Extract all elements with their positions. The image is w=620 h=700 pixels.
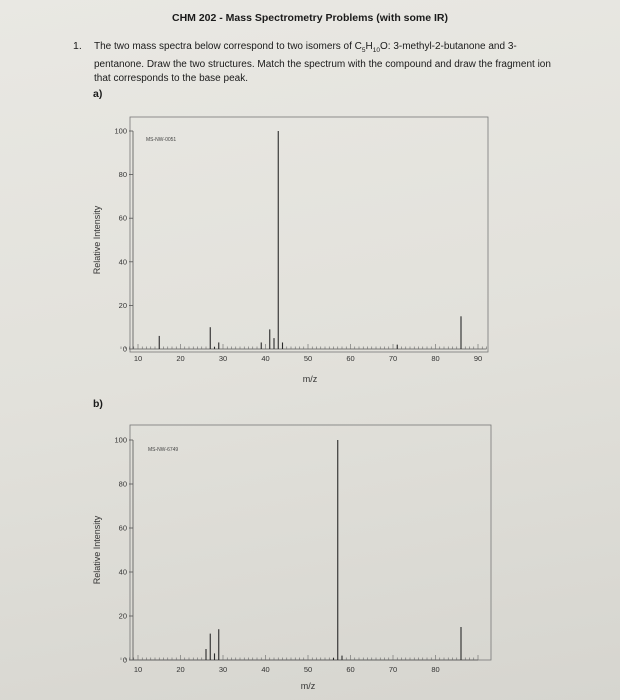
part-b-label: b) — [93, 398, 103, 410]
spectrum-b-y-tick-label: 80 — [118, 479, 127, 489]
spectrum-b-x-tick-label: 40 — [261, 665, 270, 674]
spectrum-b-y-tick-label: 20 — [118, 611, 127, 621]
spectrum-a-ylabel: Relative Intensity — [92, 205, 102, 275]
spectrum-a-x-tick-label: 70 — [388, 354, 398, 363]
spectrum-a-x-tick-label: 10 — [133, 354, 143, 363]
question-text-end: O: 3-methyl-2-butanone and 3-pentanone. Draw the two structures. Match the spectrum with the compound and draw the fragment ion that corresponds to the base peak. — [94, 41, 551, 84]
page-title: CHM 202 - Mass Spectrometry Problems (with some IR) — [172, 12, 448, 24]
spectrum-a-x-tick-label: 60 — [346, 354, 355, 363]
spectrum-b-y-tick-label: 40 — [118, 567, 127, 577]
spectrum-a-x-tick-label: 80 — [431, 354, 440, 363]
spectrum-b-y-tick-label: 60 — [118, 523, 127, 533]
spectrum-a-y-tick-label: 0 — [122, 344, 127, 354]
spectrum-b-xlabel: m/z — [300, 681, 316, 691]
spectrum-a-y-tick-label: 40 — [118, 257, 127, 267]
spectrum-b-ylabel: Relative Intensity — [92, 515, 102, 585]
spectrum-a-x-tick-label: 30 — [218, 354, 228, 363]
question-number: 1. — [73, 40, 82, 52]
spectrum-b-x-tick-label: 80 — [431, 665, 440, 674]
spectrum-b-id: MS-NW-6749 — [148, 447, 179, 453]
formula-subscript-h: 10 — [372, 47, 380, 54]
spectrum-b-x-tick-label: 20 — [176, 665, 185, 674]
spectrum-a-id: MS-NW-0051 — [146, 137, 177, 143]
spectrum-a-y-tick-label: 100 — [114, 126, 127, 136]
spectrum-b-peaks — [206, 440, 461, 660]
spectrum-a-y-tick-label: 80 — [118, 170, 127, 180]
spectrum-a-x-tick-label: 20 — [176, 354, 185, 363]
spectrum-b-x-tick-label: 60 — [346, 665, 355, 674]
spectrum-a-x-tick-label: 40 — [261, 354, 270, 363]
spectrum-b-x-tick-label: 70 — [388, 665, 398, 674]
spectrum-b-x-tick-label: 30 — [218, 665, 228, 674]
spectrum-b-y-tick-label: 0 — [122, 655, 127, 665]
formula-hydrogen: H — [365, 41, 373, 52]
spectrum-a-xlabel: m/z — [302, 374, 318, 384]
spectrum-b-x-tick-label: 10 — [133, 665, 143, 674]
spectrum-a-x-tick-label: 90 — [473, 354, 483, 363]
spectrum-b-x-ticks — [121, 655, 478, 674]
spectrum-b-y-tick-label: 100 — [114, 435, 127, 445]
spectrum-a-y-tick-label: 60 — [118, 213, 127, 223]
spectrum-a-x-tick-label: 50 — [303, 354, 313, 363]
spectrum-b-plot-frame — [130, 425, 491, 660]
question-text-start: The two mass spectra below correspond to two isomers of C — [94, 41, 362, 52]
part-a-label: a) — [93, 88, 103, 100]
spectrum-b-x-tick-label: 50 — [303, 665, 313, 674]
spectrum-a-y-tick-label: 20 — [118, 300, 127, 310]
formula-subscript-c: 5 — [361, 47, 366, 54]
